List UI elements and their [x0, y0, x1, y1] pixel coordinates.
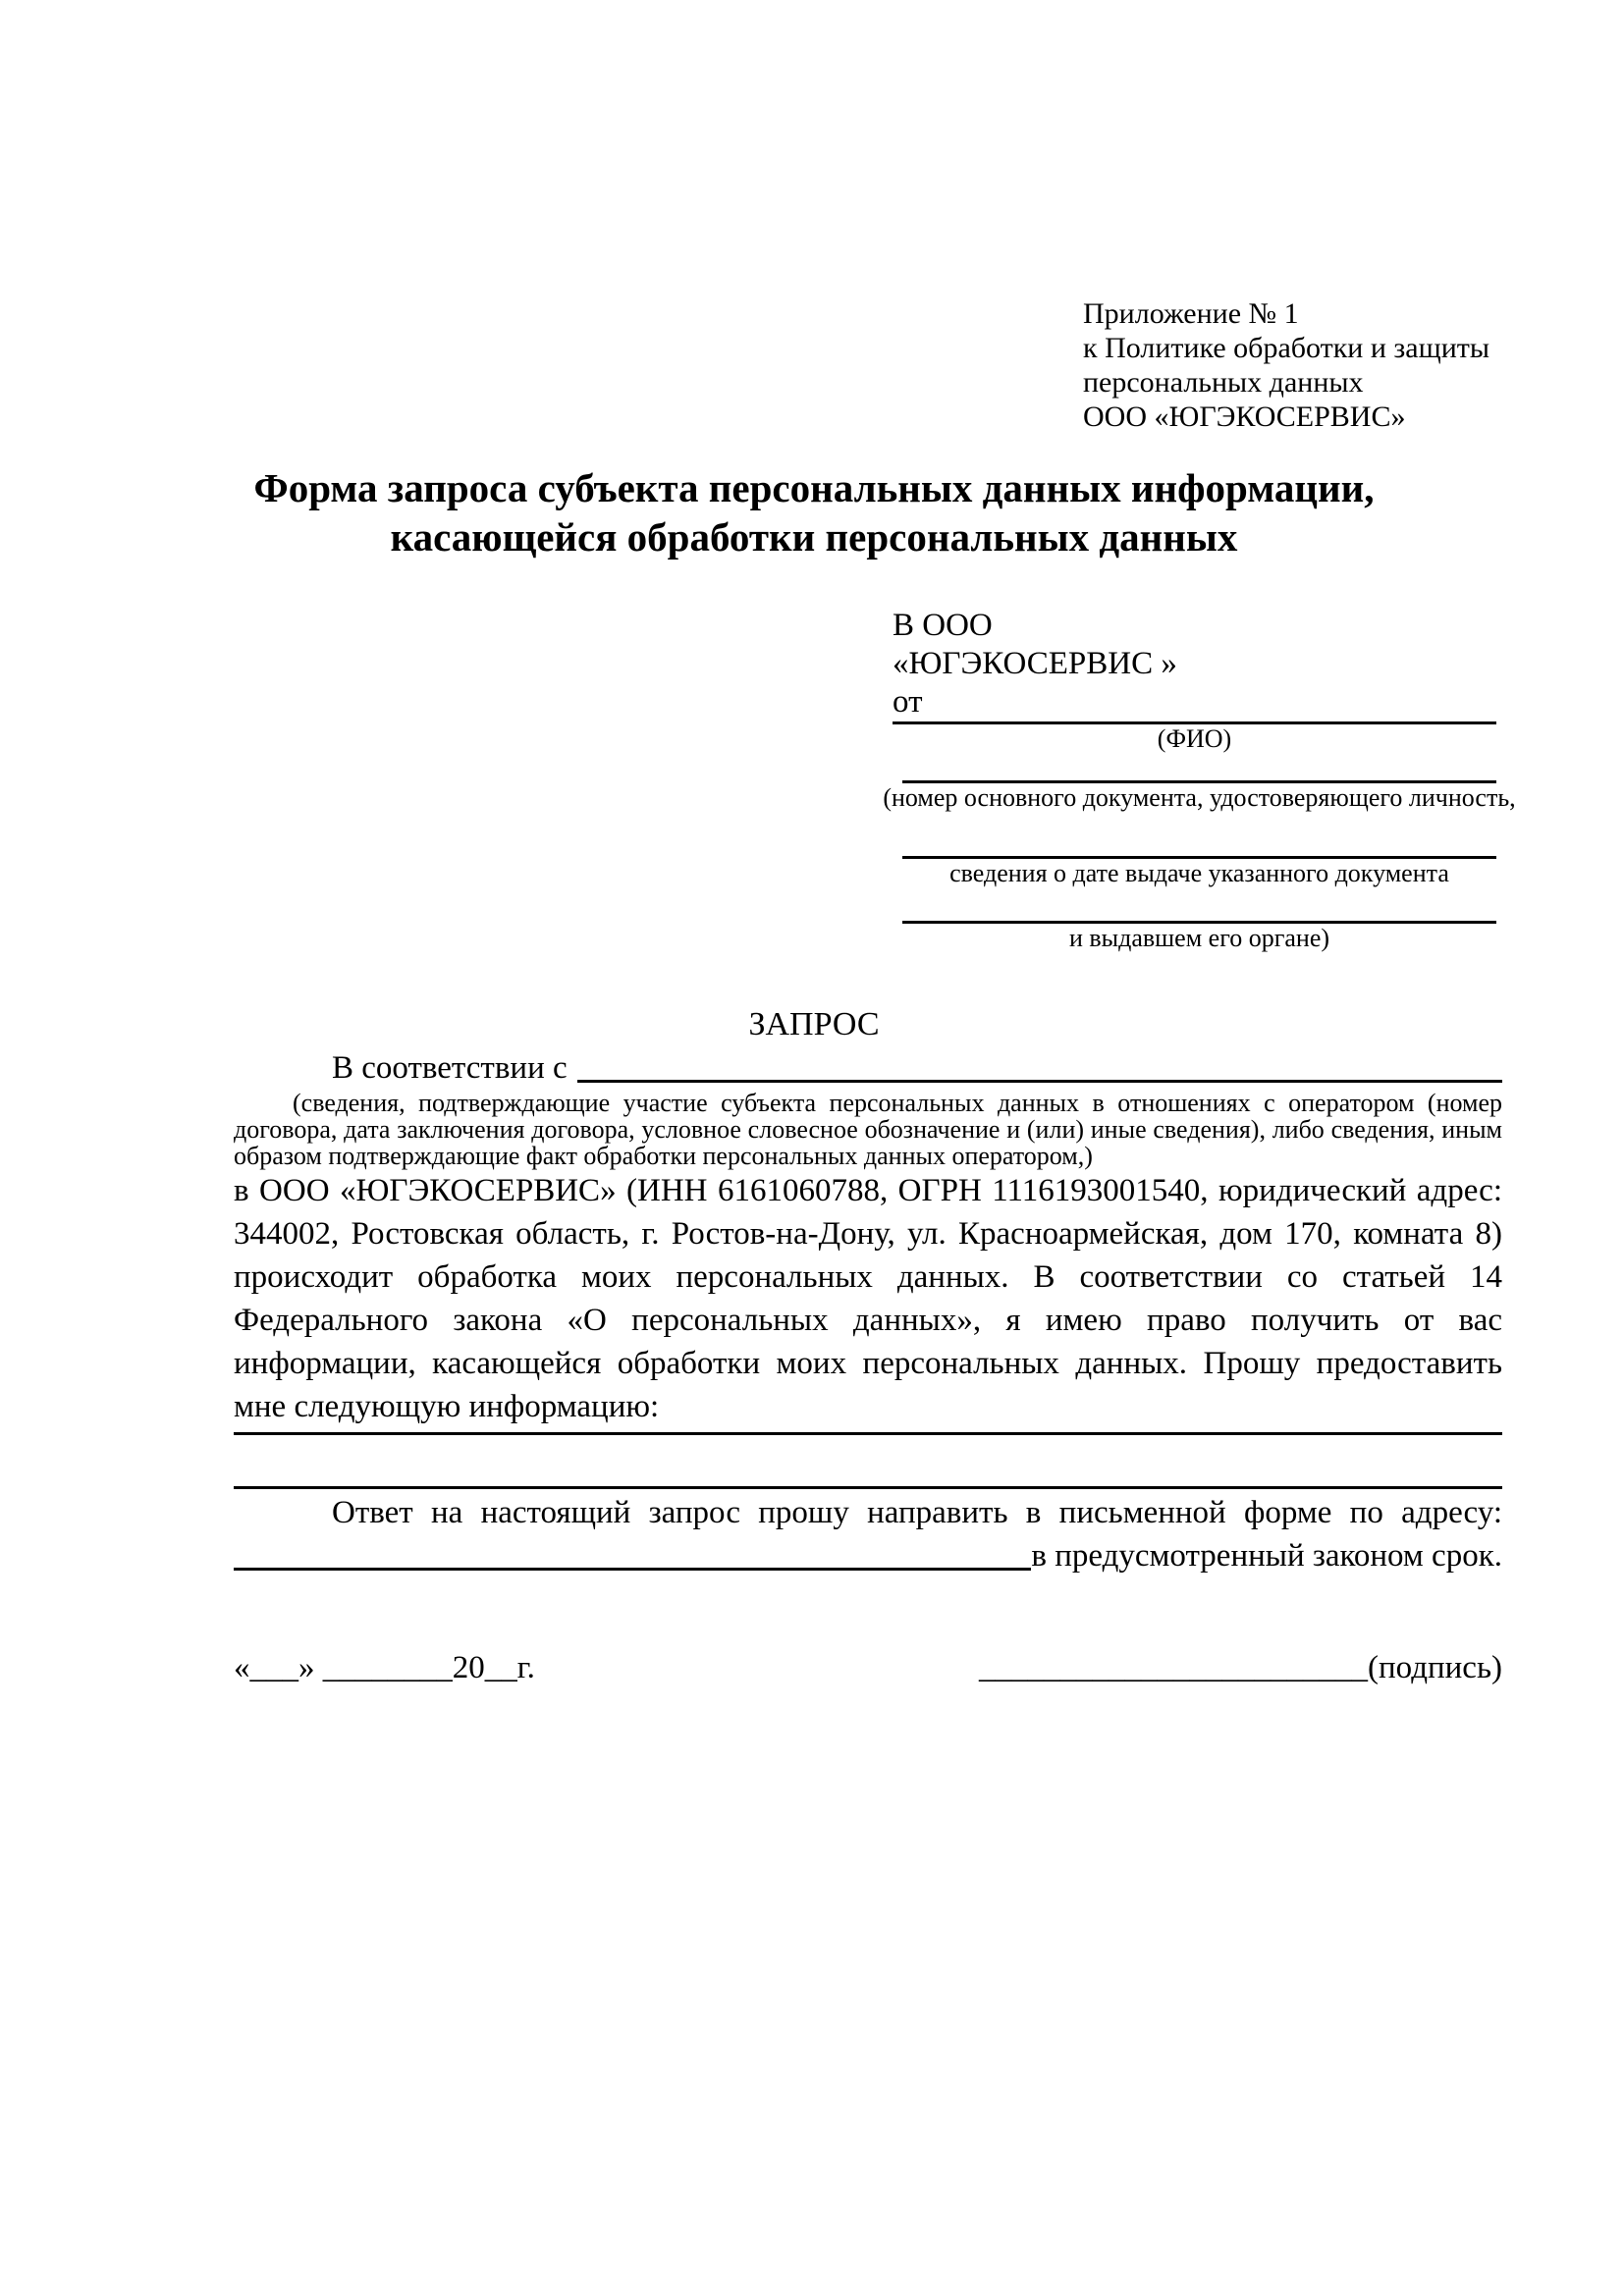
- intro-caption: (сведения, подтверждающие участие субъекта персональных данных в отношениях с оператором (номер договора, дата заключения договора, условное словесное обозначение и (или) иные сведения), либо сведения, иным образом подтверждающие факт обработки персональных данных оператором,): [234, 1089, 1502, 1170]
- appendix-line: ООО «ЮГЭКОСЕРВИС»: [1083, 400, 1406, 433]
- addressee-line: от: [893, 684, 923, 720]
- signature-group: [979, 1646, 1502, 1689]
- signature-caption: (подпись): [1368, 1650, 1502, 1685]
- page-title-line: Форма запроса субъекта персональных данных информации,: [253, 465, 1375, 510]
- appendix-line: к Политике обработки и защиты: [1083, 332, 1490, 364]
- date-line: «___» ________20__г.: [234, 1650, 535, 1685]
- reply-address-row: [234, 1534, 1502, 1577]
- addressee-line: В ООО: [893, 608, 993, 643]
- intro-row: [234, 1046, 1502, 1090]
- address-blank-line: [234, 1534, 1031, 1571]
- page-title-line: касающейся обработки персональных данных: [390, 514, 1238, 560]
- fio-caption: (ФИО): [1157, 724, 1232, 753]
- signature-blank-line: ________________________: [979, 1650, 1368, 1685]
- page-title: [234, 463, 1502, 561]
- issuing-authority-caption: и выдавшем его органе): [1068, 924, 1330, 952]
- footer-row: [234, 1646, 1502, 1689]
- intro-blank-line: [577, 1046, 1502, 1083]
- appendix-line: Приложение № 1: [1083, 297, 1299, 330]
- reply-sentence: Ответ на настоящий запрос прошу направить в письменной форме по адресу:: [332, 1495, 1502, 1530]
- addressee-line: «ЮГЭКОСЕРВИС »: [893, 646, 1177, 681]
- info-blank-line-1: [234, 1432, 1502, 1435]
- page-content: [234, 0, 1516, 1689]
- info-blank-line-2: [234, 1486, 1502, 1489]
- reply-suffix: в предусмотренный законом срок.: [1031, 1538, 1502, 1574]
- document-number-caption: (номер основного документа, удостоверяющего личность,: [883, 783, 1516, 812]
- request-body-paragraph: в ООО «ЮГЭКОСЕРВИС» (ИНН 6161060788, ОГРН 1116193001540, юридический адрес: 344002, Ростовская область, г. Ростов-на-Дону, ул. Красноармейская, дом 170, комната 8) происходит обработка моих персональных данных. В соответствии со статьей 14 Федерального закона «О персональных данных», я имею право получить от вас информации, касающейся обработки моих персональных данных. Прошу предоставить мне следующую информацию:: [234, 1173, 1502, 1424]
- addressee-block: [893, 607, 1502, 721]
- intro-prefix: В соответствии с: [332, 1050, 568, 1086]
- appendix-header: [1083, 296, 1502, 434]
- appendix-line: персональных данных: [1083, 366, 1364, 399]
- issue-date-caption: сведения о дате выдаче указанного документа: [949, 859, 1449, 887]
- request-heading: ЗАПРОС: [748, 1006, 880, 1042]
